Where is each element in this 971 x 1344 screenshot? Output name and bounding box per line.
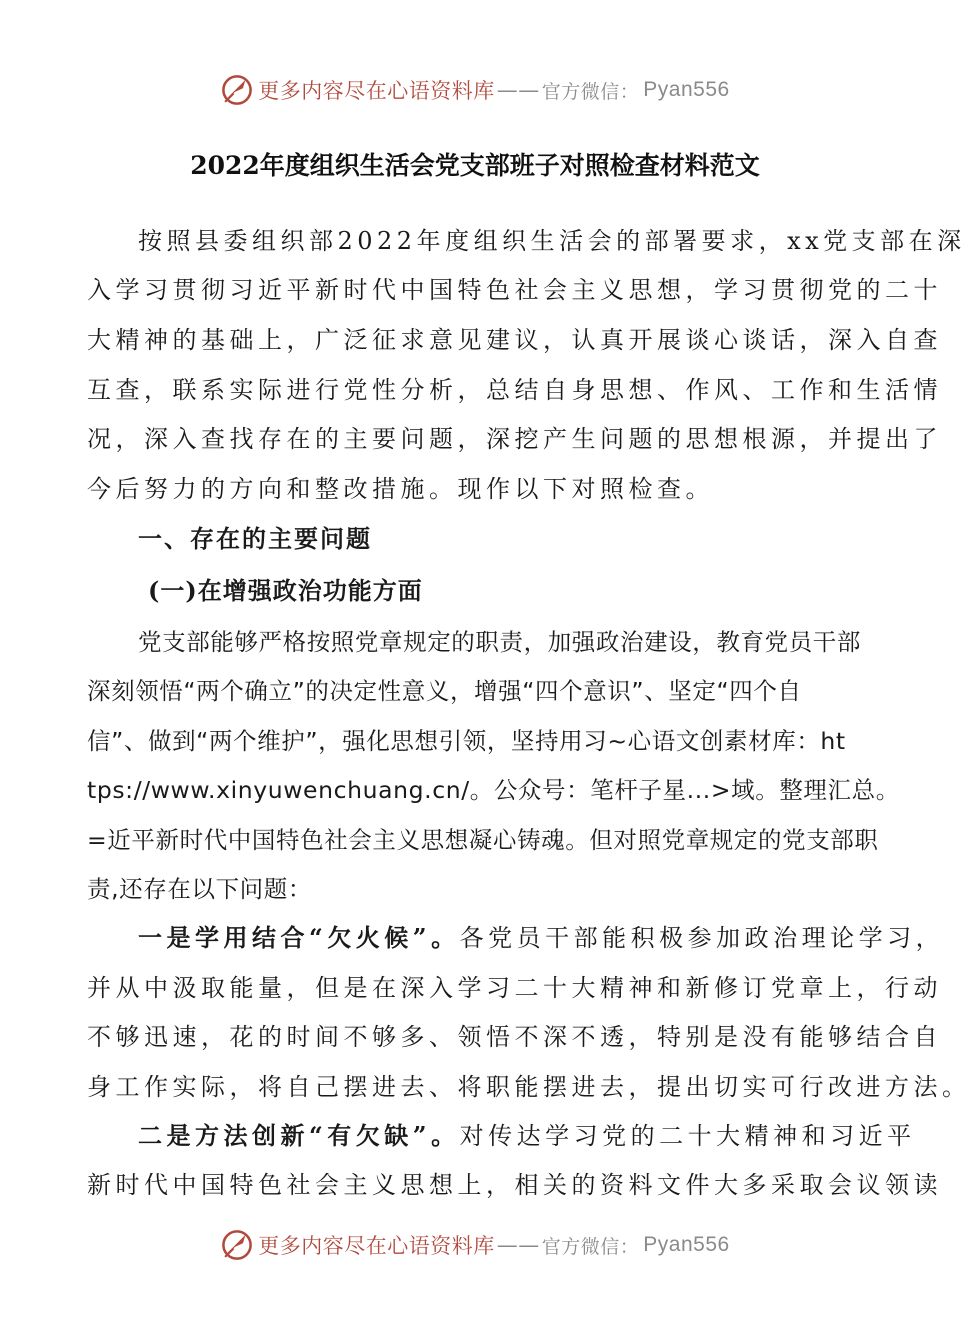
watermark-footer (0, 1225, 950, 1265)
intro-line: 按照县委组织部2022年度组织生活会的部署要求，xx党支部在深 (138, 227, 966, 255)
item-line: 新时代中国特色社会主义思想上，相关的资料文件大多采取会议领读 (87, 1171, 942, 1199)
intro-line: 大精神的基础上，广泛征求意见建议，认真开展谈心谈话，深入自查 (87, 326, 942, 354)
watermark-text: 更多内容尽在心语资料库 (258, 79, 495, 103)
paragraph-line: =近平新时代中国特色社会主义思想凝心铸魂。但对照党章规定的党支部职 (87, 826, 879, 854)
item-line: 并从中汲取能量，但是在深入学习二十大精神和新修订党章上，行动 (87, 974, 942, 1002)
intro-line: 互查，联系实际进行党性分析，总结自身思想、作风、工作和生活情 (87, 376, 942, 404)
document-title: 2022年度组织生活会党支部班子对照检查材料范文 (190, 151, 760, 180)
item-text: 对传达学习党的二十大精神和习近平 (459, 1122, 916, 1150)
paragraph-line: 信”、做到“两个维护”，强化思想引领，坚持用习~心语文创素材库：ht (87, 727, 846, 755)
quill-logo-icon (220, 73, 254, 107)
watermark-wechat-label: 官方微信： (541, 80, 640, 103)
watermark-text: 更多内容尽在心语资料库 (258, 1234, 495, 1258)
item-line (138, 1116, 916, 1151)
paragraph-line: 责,还存在以下问题： (87, 875, 312, 903)
intro-line: 入学习贯彻习近平新时代中国特色社会主义思想，学习贯彻党的二十 (87, 276, 942, 304)
watermark-separator: —— (496, 1233, 540, 1257)
item-title: 一是学用结合“欠火候”。 (138, 923, 460, 952)
watermark-wechat-id: Pyan556 (643, 78, 730, 101)
item-text: 各党员干部能积极参加政治理论学习， (459, 924, 945, 952)
watermark-wechat-label: 官方微信： (541, 1235, 640, 1258)
item-line: 不够迅速，花的时间不够多、领悟不深不透，特别是没有能够结合自 (87, 1023, 942, 1051)
watermark-header (0, 70, 950, 110)
paragraph-line: 党支部能够严格按照党章规定的职责，加强政治建设，教育党员干部 (138, 628, 861, 656)
item-line: 身工作实际，将自己摆进去、将职能摆进去，提出切实可行改进方法。 (87, 1073, 971, 1101)
watermark-separator: —— (496, 78, 540, 102)
watermark-wechat-id: Pyan556 (643, 1233, 730, 1256)
intro-line: 今后努力的方向和整改措施。现作以下对照检查。 (87, 475, 714, 503)
quill-logo-icon (220, 1228, 254, 1262)
section-heading: 一、存在的主要问题 (138, 524, 372, 553)
paragraph-line: 深刻领悟“两个确立”的决定性意义，增强“四个意识”、坚定“四个自 (87, 677, 802, 705)
item-line (138, 918, 945, 953)
item-title: 二是方法创新“有欠缺”。 (138, 1121, 460, 1150)
paragraph-line: tps://www.xinyuwenchuang.cn/。公众号：笔杆子星...>域。整理汇总。 (87, 776, 900, 804)
subsection-heading: (一)在增强政治功能方面 (148, 576, 423, 605)
intro-line: 况，深入查找存在的主要问题，深挖产生问题的思想根源，并提出了 (87, 425, 942, 453)
